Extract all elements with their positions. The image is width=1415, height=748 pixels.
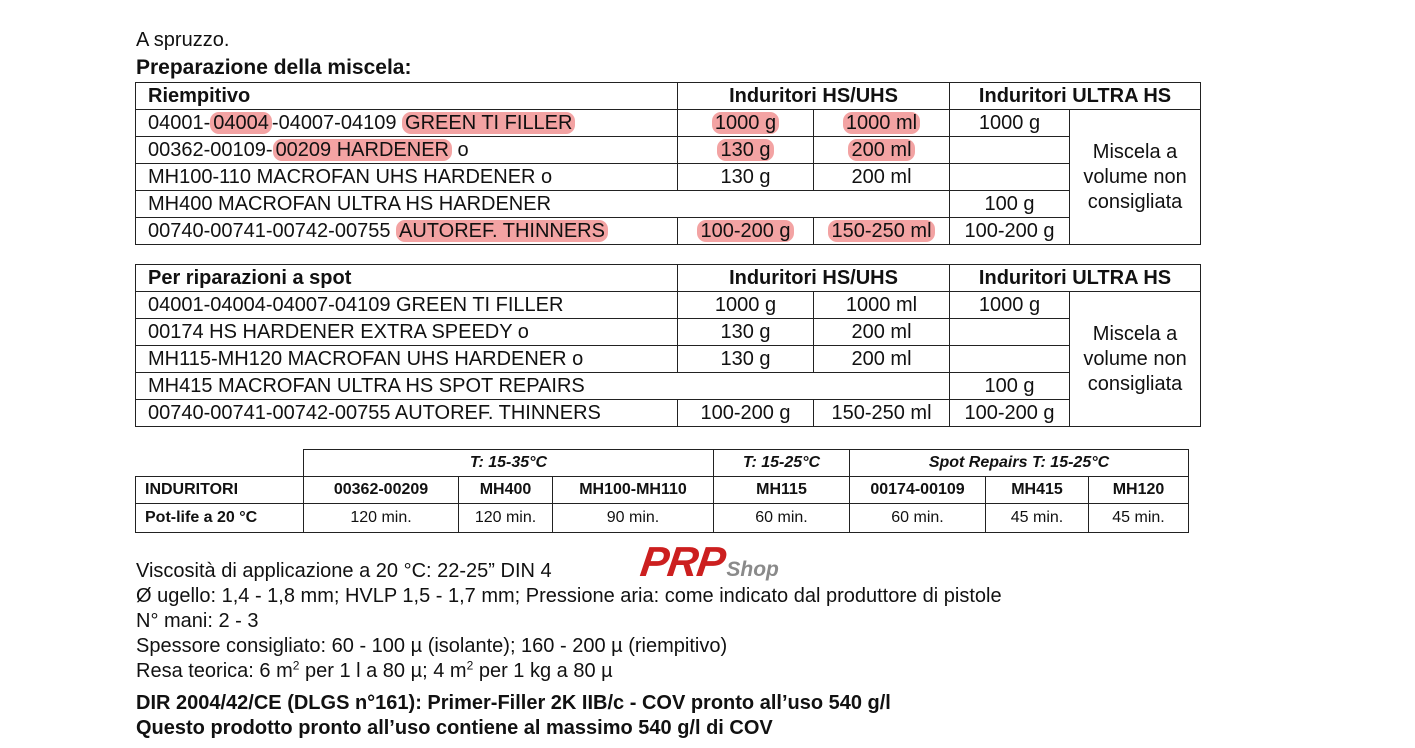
potlife-value: 60 min. <box>714 504 850 533</box>
grams-cell: 100-200 g <box>678 400 814 427</box>
grams-cell: 130 g <box>678 164 814 191</box>
hardener-code: 00174-00109 <box>850 477 986 504</box>
product-code: 00362-00109- <box>148 139 273 161</box>
product-code: 04001- <box>148 112 211 134</box>
grams-cell <box>678 373 814 400</box>
potlife-group-row <box>136 450 1189 477</box>
nozzle-line: Ø ugello: 1,4 - 1,8 mm; HVLP 1,5 - 1,7 mm; Pressione aria: come indicato dal produttore di pistole <box>136 585 1002 607</box>
highlight-mark: 00209 HARDENER <box>273 139 452 161</box>
product-cell <box>136 110 678 137</box>
yield-text: per 1 l a 80 µ; 4 m <box>299 660 467 682</box>
yield-text: per 1 kg a 80 µ <box>473 660 613 682</box>
table-header-row <box>136 265 1201 292</box>
product-cell: MH400 MACROFAN ULTRA HS HARDENER <box>136 191 678 218</box>
ultra-cell <box>950 164 1070 191</box>
highlight-mark: 1000 ml <box>843 112 920 134</box>
highlight-mark: 150-250 ml <box>828 220 934 242</box>
potlife-value: 120 min. <box>459 504 553 533</box>
product-code: -04007-04109 <box>271 112 403 134</box>
grams-cell: 1000 g <box>678 292 814 319</box>
row-label-potlife: Pot-life a 20 °C <box>136 504 304 533</box>
product-cell: 00740-00741-00742-00755 AUTOREF. THINNERS <box>136 400 678 427</box>
grams-cell: 130 g <box>678 346 814 373</box>
viscosity-line: Viscosità di applicazione a 20 °C: 22-25” DIN 4 <box>136 560 552 582</box>
header-product: Riempitivo <box>136 83 678 110</box>
highlight-mark: 04004 <box>210 112 272 134</box>
potlife-value: 90 min. <box>553 504 714 533</box>
hardener-code: MH100-MH110 <box>553 477 714 504</box>
potlife-value: 120 min. <box>304 504 459 533</box>
yield-text: Resa teorica: 6 m <box>136 660 293 682</box>
header-hs-uhs: Induritori HS/UHS <box>678 83 950 110</box>
highlight-mark: 200 ml <box>848 139 914 161</box>
table-row <box>136 110 1201 137</box>
ultra-cell: 100-200 g <box>950 400 1070 427</box>
potlife-values-row <box>136 504 1189 533</box>
superscript: 2 <box>466 658 474 673</box>
product-cell: 00174 HS HARDENER EXTRA SPEEDY o <box>136 319 678 346</box>
ultra-cell <box>950 137 1070 164</box>
ml-cell <box>814 191 950 218</box>
ultra-cell: 100 g <box>950 373 1070 400</box>
potlife-value: 45 min. <box>986 504 1089 533</box>
product-cell: MH115-MH120 MACROFAN UHS HARDENER o <box>136 346 678 373</box>
product-code: 00740-00741-00742-00755 <box>148 220 396 242</box>
thickness-line: Spessore consigliato: 60 - 100 µ (isolante); 160 - 200 µ (riempitivo) <box>136 635 728 657</box>
yield-line <box>136 660 613 683</box>
table-row <box>136 191 1201 218</box>
ml-cell <box>814 218 950 245</box>
hardener-code: MH400 <box>459 477 553 504</box>
ultra-cell: 1000 g <box>950 110 1070 137</box>
table-row <box>136 218 1201 245</box>
grams-cell <box>678 191 814 218</box>
mixture-table-spot <box>135 264 1201 427</box>
potlife-value: 45 min. <box>1089 504 1189 533</box>
ultra-cell <box>950 346 1070 373</box>
header-ultra-hs: Induritori ULTRA HS <box>950 83 1201 110</box>
product-cell <box>136 137 678 164</box>
not-recommended-note: Miscela a volume non consigliata <box>1070 110 1201 245</box>
table-row <box>136 346 1201 373</box>
prp-shop-logo <box>637 538 779 586</box>
not-recommended-note: Miscela a volume non consigliata <box>1070 292 1201 427</box>
product-suffix: o <box>451 139 469 161</box>
ml-cell: 200 ml <box>814 164 950 191</box>
hardener-code: 00362-00209 <box>304 477 459 504</box>
table-row <box>136 292 1201 319</box>
superscript: 2 <box>292 658 300 673</box>
table-row <box>136 164 1201 191</box>
row-label-hardeners: INDURITORI <box>136 477 304 504</box>
header-ultra-hs: Induritori ULTRA HS <box>950 265 1201 292</box>
product-cell: MH415 MACROFAN ULTRA HS SPOT REPAIRS <box>136 373 678 400</box>
highlight-mark: 1000 g <box>712 112 779 134</box>
product-cell <box>136 218 678 245</box>
empty-corner <box>136 450 304 477</box>
grams-cell <box>678 110 814 137</box>
mixture-heading: Preparazione della miscela: <box>136 56 412 79</box>
hardener-code: MH120 <box>1089 477 1189 504</box>
potlife-table <box>135 449 1189 533</box>
table-header-row <box>136 83 1201 110</box>
table-row <box>136 137 1201 164</box>
ultra-cell: 100 g <box>950 191 1070 218</box>
ultra-cell: 100-200 g <box>950 218 1070 245</box>
group-temp-1: T: 15-35°C <box>304 450 714 477</box>
highlight-mark: GREEN TI FILLER <box>402 112 575 134</box>
ml-cell: 150-250 ml <box>814 400 950 427</box>
hardener-code: MH115 <box>714 477 850 504</box>
logo-brand: PRP <box>637 538 728 585</box>
highlight-mark: 130 g <box>717 139 773 161</box>
grams-cell <box>678 218 814 245</box>
ml-cell <box>814 110 950 137</box>
potlife-value: 60 min. <box>850 504 986 533</box>
highlight-mark: AUTOREF. THINNERS <box>396 220 608 242</box>
ultra-cell <box>950 319 1070 346</box>
grams-cell: 130 g <box>678 319 814 346</box>
ml-cell: 200 ml <box>814 346 950 373</box>
group-temp-3: Spot Repairs T: 15-25°C <box>850 450 1189 477</box>
table-row <box>136 319 1201 346</box>
table-row <box>136 400 1201 427</box>
header-product: Per riparazioni a spot <box>136 265 678 292</box>
grams-cell <box>678 137 814 164</box>
highlight-mark: 100-200 g <box>697 220 793 242</box>
table-row <box>136 373 1201 400</box>
logo-suffix: Shop <box>726 558 779 581</box>
product-cell: MH100-110 MACROFAN UHS HARDENER o <box>136 164 678 191</box>
ml-cell <box>814 137 950 164</box>
coats-line: N° mani: 2 - 3 <box>136 610 259 632</box>
directive-line: DIR 2004/42/CE (DLGS n°161): Primer-Filler 2K IIB/c - COV pronto all’uso 540 g/l <box>136 692 891 714</box>
group-temp-2: T: 15-25°C <box>714 450 850 477</box>
product-cell: 04001-04004-04007-04109 GREEN TI FILLER <box>136 292 678 319</box>
hardener-code: MH415 <box>986 477 1089 504</box>
header-hs-uhs: Induritori HS/UHS <box>678 265 950 292</box>
ml-cell <box>814 373 950 400</box>
voc-line: Questo prodotto pronto all’uso contiene al massimo 540 g/l di COV <box>136 717 773 739</box>
intro-text: A spruzzo. <box>136 29 230 51</box>
ultra-cell: 1000 g <box>950 292 1070 319</box>
potlife-hardeners-row <box>136 477 1189 504</box>
mixture-table-filler <box>135 82 1201 245</box>
ml-cell: 1000 ml <box>814 292 950 319</box>
ml-cell: 200 ml <box>814 319 950 346</box>
